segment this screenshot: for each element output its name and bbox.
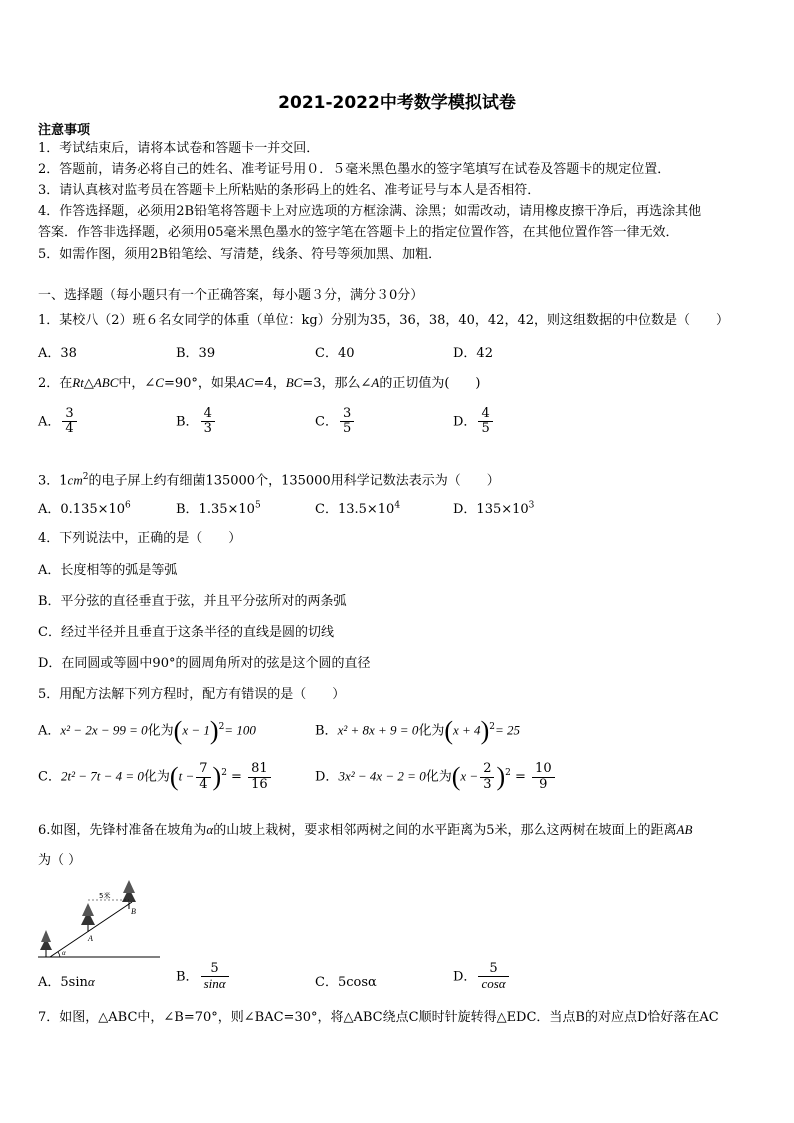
section-heading: 一、选择题（每小题只有一个正确答案，每小题３分，满分３0分） [38,288,424,303]
q3-option-a: A．$0.135\times 10^6$ [38,500,131,517]
q4-option-a: A．长度相等的弧是等弧 [38,563,178,578]
q2-option-a: A． $\frac{3}{4}$ [38,407,79,437]
slope-figure [36,878,162,960]
question-3-stem: 3．$1cm^2$的电子屏上约有细菌135000个，135000用科学记数法表示为（ ） [38,472,500,489]
question-2-stem: 2．在Rt△ABC中，∠C=90°，如果AC=4，BC=3，那么∠A的正切值为( ) [38,375,481,391]
q3-option-d: D．$135\times 10^3$ [453,500,535,517]
q1-option-b: B．39 [176,346,216,361]
notice-item: 5．如需作图，须用2B铅笔绘、写清楚，线条、符号等须加黑、加粗． [38,247,442,262]
q6-option-c: C．5cosα [315,975,377,990]
tree-icon [40,930,52,957]
q2-option-c: C． $\frac{3}{5}$ [315,407,356,437]
q5-option-c: C．2t² − 7t − 4 = 0化为(t − $\frac{7}{4}$ )$^2$ = $\frac{81}{16}$ [38,762,273,792]
angle-arc [58,952,60,957]
question-6-stem-line2: 为（ ） [38,853,82,868]
q5-option-a: A．x² − 2x − 99 = 0化为$(x - 1)^2= 100$ [38,716,256,745]
q6-option-b: B． $\frac{5}{\sin\alpha}$ [176,962,231,992]
q3-option-c: C．$13.5\times 10^4$ [315,500,401,517]
q4-option-b: B．平分弦的直径垂直于弦，并且平分弦所对的两条弧 [38,594,347,609]
notice-item: 答案．作答非选择题，必须用05毫米黑色墨水的签字笔在答题卡上的指定位置作答，在其他位置作答一律无效． [38,225,679,240]
notice-item: 3．请认真核对监考员在答题卡上所粘贴的条形码上的姓名、准考证号与本人是否相符． [38,183,541,198]
point-b-label: B [131,907,136,916]
question-1-stem: 1．某校八（2）班６名女同学的体重（单位：kg）分别为35，36，38，40，42，42，则这组数据的中位数是（ ） [38,313,729,328]
notice-item: 2．答题前，请务必将自己的姓名、准考证号用０．５毫米黑色墨水的签字笔填写在试卷及答题卡的规定位置． [38,162,671,177]
q6-option-a: A．5sinα [38,974,95,990]
question-6-stem: 6.如图，先锋村准备在坡角为α的山坡上栽树，要求相邻两树之间的水平距离为5米，那么这两树在坡面上的距离AB [38,822,693,838]
q2-option-b: B． $\frac{4}{3}$ [176,407,217,437]
question-5-stem: 5．用配方法解下列方程时，配方有错误的是（ ） [38,687,346,702]
notice-item: 1．考试结束后，请将本试卷和答题卡一并交回． [38,141,320,156]
q1-option-d: D．42 [453,346,493,361]
notice-heading: 注意事项 [38,123,91,138]
notice-item: 4．作答选择题，必须用2B铅笔将答题卡上对应选项的方框涂满、涂黑；如需改动，请用橡皮擦干净后，再选涂其他 [38,204,702,219]
question-7-stem: 7．如图，△ABC中，∠B=70°，则∠BAC=30°，将△ABC绕点C顺时针旋转得△EDC．当点B的对应点D恰好落在AC [38,1010,719,1025]
q1-option-c: C．40 [315,346,355,361]
page-title: 2021-2022中考数学模拟试卷 [278,93,516,113]
q5-option-b: B．x² + 8x + 9 = 0化为$(x + 4)^2= 25$ [315,716,520,745]
distance-label: 5米 [99,892,111,900]
point-a-label: A [88,934,93,943]
q1-option-a: A．38 [38,346,77,361]
q3-option-b: B．$1.35\times 10^5$ [176,500,261,517]
q6-option-d: D． $\frac{5}{\cos\alpha}$ [453,962,511,992]
tree-icon [122,880,136,909]
alpha-label: α [62,949,66,957]
q4-option-d: D．在同圆或等圆中90°的圆周角所对的弦是这个圆的直径 [38,656,371,671]
question-4-stem: 4．下列说法中，正确的是（ ） [38,531,242,546]
q5-option-d: D．3x² − 4x − 2 = 0化为(x − $\frac{2}{3}$ )$^2$ = $\frac{10}{9}$ [315,762,557,792]
q4-option-c: C．经过半径并且垂直于这条半径的直线是圆的切线 [38,625,334,640]
q2-option-d: D． $\frac{4}{5}$ [453,407,495,437]
